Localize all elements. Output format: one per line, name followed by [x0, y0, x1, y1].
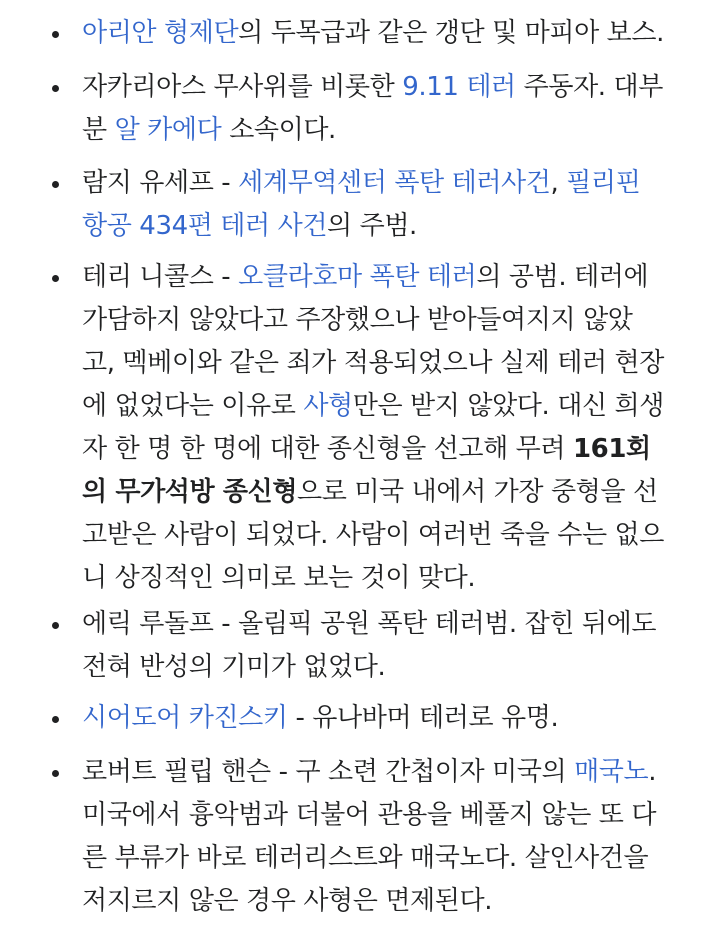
text-line	[82, 66, 663, 108]
wiki-link[interactable]: 매국노	[574, 757, 649, 787]
text-line	[82, 256, 648, 298]
text-segment: 분	[82, 115, 115, 145]
text-segment: 의 공범. 테러에	[476, 262, 649, 292]
wiki-link[interactable]: 아리안 형제단	[82, 18, 239, 48]
text-line	[82, 162, 640, 204]
text-segment: 의 두목급과 같은 갱단 및 마피아 보스.	[238, 18, 664, 48]
text-segment: 에 없었다는 이유로	[82, 391, 304, 421]
text-line	[82, 837, 648, 879]
text-segment: 자카리아스 무사위를 비롯한	[82, 72, 403, 102]
bullet-icon	[52, 770, 59, 777]
text-segment: 로버트 필립 핸슨 - 구 소련 간첩이자 미국의	[82, 757, 575, 787]
text-line	[82, 794, 656, 836]
text-segment: ,	[550, 168, 567, 198]
bullet-icon	[52, 181, 59, 188]
text-segment: 미국에서 흉악범과 더불어 관용을 베풀지 않는 또 다	[82, 800, 657, 830]
wiki-link[interactable]: 9.11 테러	[402, 72, 516, 102]
text-line	[82, 385, 664, 427]
bullet-icon	[52, 275, 59, 282]
text-segment: 람지 유세프 -	[82, 168, 239, 198]
text-line	[82, 646, 385, 688]
bullet-icon	[52, 31, 59, 38]
text-segment: 전혀 반성의 기미가 없었다.	[82, 652, 386, 682]
bold-text: 의 무가석방 종신형	[82, 477, 298, 507]
text-line	[82, 514, 664, 556]
bold-text: 161회	[572, 434, 651, 464]
text-line	[82, 342, 664, 384]
text-segment: 고, 멕베이와 같은 죄가 적용되었으나 실제 테러 현장	[82, 348, 664, 378]
wiki-link[interactable]: 시어도어 카진스키	[82, 703, 288, 733]
wiki-link[interactable]: 알 카에다	[114, 115, 222, 145]
text-line	[82, 697, 558, 739]
text-segment: .	[648, 757, 657, 787]
text-line	[82, 471, 658, 513]
text-segment: 고받은 사람이 되었다. 사람이 여러번 죽을 수는 없으	[82, 520, 664, 550]
wiki-link[interactable]: 오클라호마 폭탄 테러	[238, 262, 477, 292]
text-line	[82, 751, 656, 793]
text-segment: 니 상징적인 의미로 보는 것이 맞다.	[82, 563, 476, 593]
text-line	[82, 205, 417, 247]
text-segment: 테리 니콜스 -	[82, 262, 239, 292]
text-segment: 소속이다.	[221, 115, 336, 145]
text-segment: 의 주범.	[327, 211, 417, 241]
bullet-icon	[52, 716, 59, 723]
text-segment: 자 한 명 한 명에 대한 종신형을 선고해 무려	[82, 434, 573, 464]
bullet-icon	[52, 85, 59, 92]
text-line	[82, 299, 633, 341]
text-segment: - 유나바머 테러로 유명.	[287, 703, 559, 733]
text-segment: 주동자. 대부	[515, 72, 663, 102]
text-line	[82, 880, 492, 922]
text-line	[82, 12, 664, 54]
text-segment: 만은 받지 않았다. 대신 희생	[352, 391, 664, 421]
wiki-link[interactable]: 필리핀	[566, 168, 641, 198]
text-segment: 가담하지 않았다고 주장했으나 받아들여지지 않았	[82, 305, 633, 335]
text-segment: 저지르지 않은 경우 사형은 면제된다.	[82, 886, 493, 916]
bullet-icon	[52, 622, 59, 629]
wiki-link[interactable]: 사형	[303, 391, 353, 421]
text-line	[82, 428, 651, 470]
text-segment: 른 부류가 바로 테러리스트와 매국노다. 살인사건을	[82, 843, 649, 873]
text-segment: 으로 미국 내에서 가장 중형을 선	[297, 477, 658, 507]
wiki-link[interactable]: 세계무역센터 폭탄 테러사건	[238, 168, 551, 198]
text-line	[82, 109, 336, 151]
text-line	[82, 557, 475, 599]
text-line	[82, 603, 656, 645]
wiki-link[interactable]: 항공 434편 테러 사건	[82, 211, 328, 241]
text-segment: 에릭 루돌프 - 올림픽 공원 폭탄 테러범. 잡힌 뒤에도	[82, 609, 657, 639]
